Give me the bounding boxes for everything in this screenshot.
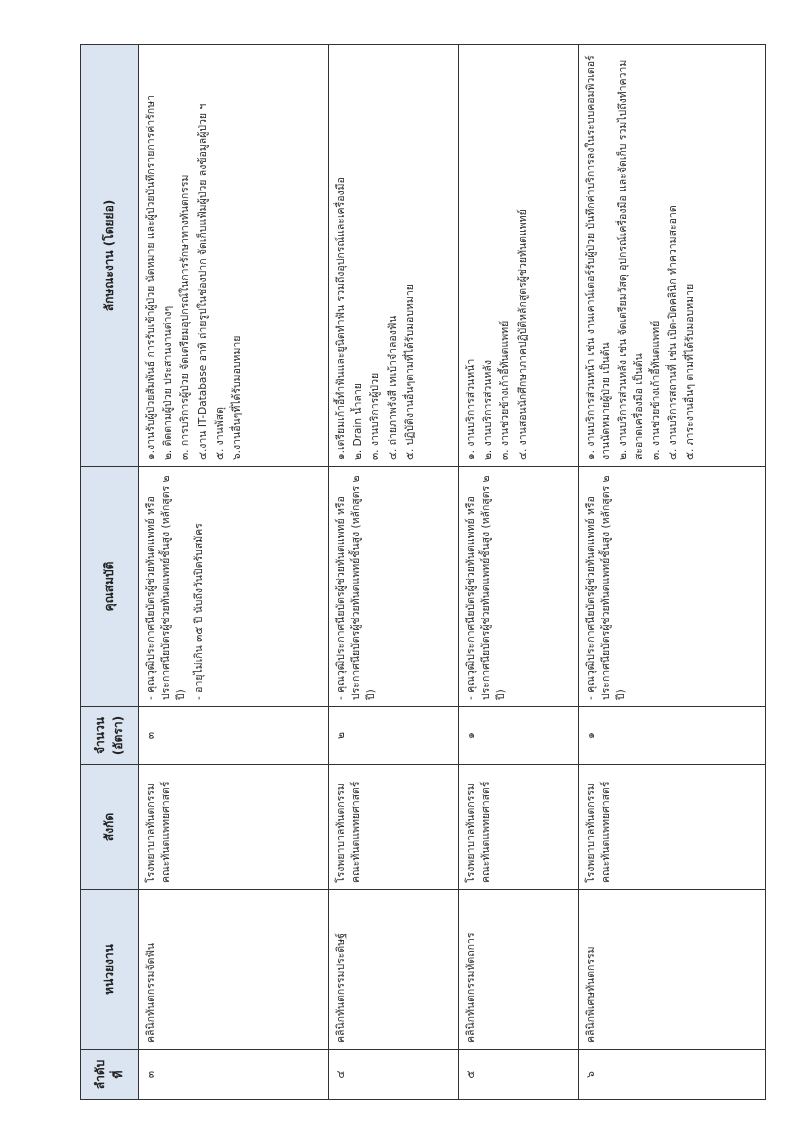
duty-item: ๕. ปฏิบัติงานอื่นๆตามที่ได้รับมอบหมาย [403,284,416,460]
duty-item: ๖.งานอื่นๆที่ได้รับมอบหมาย [231,335,244,460]
qual-item: - คุณวุฒิประกาศนียบัตรผู้ช่วยทันตแพทย์ หรือประกาศนียบัตรผู้ช่วยทันตแพทย์ชั้นสูง (หลักสูตร ๒ ปี) [334,473,380,700]
qual-item: - อายุไม่เกิน ๓๕ ปี นับถึงวันปิดรับสมัคร [192,473,207,700]
duty-item: ๔. ถ่ายภาพรังสี เทเบ้าจำลองฟัน [386,315,399,460]
cell-duty [329,45,459,467]
header-count: จำนวน (อัตรา) [81,707,139,765]
duty-item: ๔. งานบริการสถานที่ เช่น เปิด-ปิดคลินิก ทำความสะอาด [667,205,680,460]
duty-item: ๒. ติดตามผู้ป่วย ประสานงานต่างๆ [162,305,175,460]
duty-item: ๑.งานรับผู้ป่วยสัมพันธ์ การรับเข้าผู้ป่วย นัดหมาย และผู้ป่วยบันทึกรายการค่ารักษา [145,95,157,460]
cell-unit: คลินิกพิเศษทันตกรรม [579,890,766,1050]
cell-qual [579,467,766,707]
duty-item: ๑. งานบริการส่วนหน้า เช่น งานเคาน์เตอร์รับผู้ป่วย บันทึกค่าบริการลงในระบบคอมพิวเตอร์ งานนัดหมายผู้ป่วย เป็นต้น [585,55,613,460]
cell-count: ๒ [329,707,459,765]
cell-no: ๔ [329,1050,459,1100]
table-row [579,45,766,1100]
table-row [459,45,579,1100]
cell-unit: คลินิกทันตกรรมหัตถการ [459,890,579,1050]
cell-org: โรงพยาบาลทันตกรรม คณะทันตแพทยศาสตร์ [139,765,329,890]
duty-item: ๓. งานบริการผู้ป่วย [369,372,382,460]
header-duty: ลักษณะงาน (โดยย่อ) [81,45,139,467]
header-org: สังกัด [81,765,139,890]
cell-qual [459,467,579,707]
cell-qual [329,467,459,707]
qual-item: - คุณวุฒิประกาศนียบัตรผู้ช่วยทันตแพทย์ หรือประกาศนียบัตรผู้ช่วยทันตแพทย์ชั้นสูง (หลักสูตร ๒ ปี) [464,473,510,700]
cell-no: ๕ [459,1050,579,1100]
header-qual: คุณสมบัติ [81,467,139,707]
qual-item: - คุณวุฒิประกาศนียบัตรผู้ช่วยทันตแพทย์ หรือประกาศนียบัตรผู้ช่วยทันตแพทย์ชั้นสูง (หลักสูตร ๒ ปี) [584,473,630,700]
cell-unit: คลินิกทันตกรรมจัดฟัน [139,890,329,1050]
cell-org: โรงพยาบาลทันตกรรม คณะทันตแพทยศาสตร์ [329,765,459,890]
duty-item: ๑. งานบริการส่วนหน้า [465,358,477,460]
cell-no: ๓ [139,1050,329,1100]
rotated-page [80,45,765,1100]
header-unit: หน่วยงาน [81,890,139,1050]
cell-org: โรงพยาบาลทันตกรรม คณะทันตแพทยศาสตร์ [579,765,766,890]
duty-item: ๒. งานบริการส่วนหลัง [482,360,495,460]
table-row [329,45,459,1100]
duty-item: ๒. งานบริการส่วนหลัง เช่น จัดเตรียมวัสดุ อุปกรณ์เครื่องมือ และจัดเก็บ รวมไปถึงทำความสะอาดเครื่องมือ เป็นต้น [617,59,645,460]
duty-item: ๔. งานสอนนักศึกษาภาคปฏิบัติหลักสูตรผู้ช่วยทันตแพทย์ [516,209,529,460]
cell-no: ๖ [579,1050,766,1100]
duty-item: ๓. งานช่วยข้างเก้าอี้ทันตแพทย์ [649,320,662,460]
duty-item: ๔.งาน IT-Database อาทิ ถ่ายรูปในช่องปาก จัดเก็บแฟ้มผู้ป่วย ลงข้อมูลผู้ป่วย ฯ [196,103,209,460]
job-table [80,44,766,1100]
qual-item: - คุณวุฒิประกาศนียบัตรผู้ช่วยทันตแพทย์ หรือประกาศนียบัตรผู้ช่วยทันตแพทย์ชั้นสูง (หลักสูตร ๒ ปี) [144,473,190,700]
cell-duty [579,45,766,467]
cell-qual [139,467,329,707]
cell-count: ๑ [579,707,766,765]
header-no: ลำดับที่ [81,1050,139,1100]
duty-item: ๒. Drain น้ำลาย [352,383,365,460]
duty-item: ๓. การบริการผู้ป่วย จัดเตรียมอุปกรณ์ในการรักษาทางทันตกรรม [179,174,192,460]
duty-item: ๕. ภาระงานอื่นๆ ตามที่ได้รับมอบหมาย [684,283,697,460]
table-row [139,45,329,1100]
cell-count: ๑ [459,707,579,765]
duty-item: ๓. งานช่วยข้างเก้าอี้ทันตแพทย์ [499,320,512,460]
cell-unit: คลินิกทันตกรรมประดิษฐ์ [329,890,459,1050]
header-row [81,45,139,1100]
cell-org: โรงพยาบาลทันตกรรม คณะทันตแพทยศาสตร์ [459,765,579,890]
duty-item: ๕. งานพัสดุ [213,407,226,460]
cell-duty [459,45,579,467]
cell-count: ๓ [139,707,329,765]
cell-duty [139,45,329,467]
duty-item: ๑.เตรียมเก้าอี้ทำฟันและยูนิตทำฟัน รวมถึงอุปกรณ์และเครื่องมือ [335,177,347,460]
